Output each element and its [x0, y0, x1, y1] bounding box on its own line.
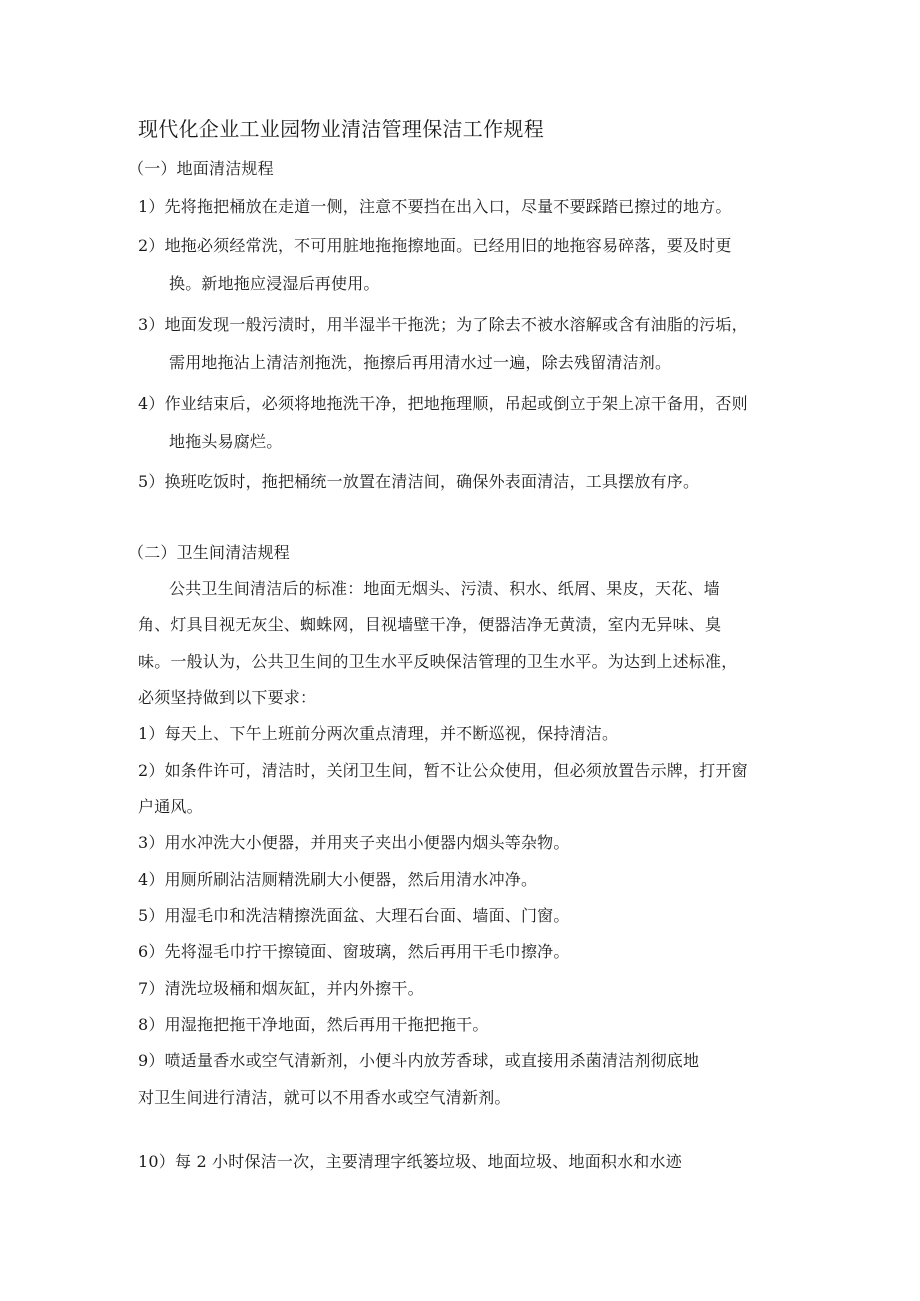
section2-intro-line-1: 公共卫生间清洁后的标准：地面无烟头、污渍、积水、纸屑、果皮，天花、墙 — [169, 579, 720, 598]
section1-item-2-cont: 换。新地拖应浸湿后再使用。 — [169, 274, 380, 293]
section2-intro-line-3: 味。一般认为，公共卫生间的卫生水平反映保洁管理的卫生水平。为达到上述标准， — [138, 652, 738, 671]
section2-item-10: 10）每 2 小时保洁一次，主要清理字纸篓垃圾、地面垃圾、地面积水和水迹 — [138, 1152, 682, 1171]
section1-item-1: 1）先将拖把桶放在走道一侧，注意不要挡在出入口，尽量不要踩踏已擦过的地方。 — [138, 197, 732, 216]
section2-intro-line-4: 必须坚持做到以下要求： — [138, 688, 317, 707]
section2-item-2: 2）如条件许可，清洁时，关闭卫生间，暂不让公众使用，但必须放置告示牌，打开窗 — [138, 761, 748, 780]
section2-item-8: 8）用湿拖把拖干净地面，然后再用干拖把拖干。 — [138, 1015, 489, 1034]
section1-item-4: 4）作业结束后，必须将地拖洗干净，把地拖理顺，吊起或倒立于架上凉干备用，否则 — [138, 394, 748, 413]
section2-item-5: 5）用湿毛巾和洗洁精擦洗面盆、大理石台面、墙面、门窗。 — [138, 906, 570, 925]
section1-item-5: 5）换班吃饭时，拖把桶统一放置在清洁间，确保外表面清洁，工具摆放有序。 — [138, 472, 700, 491]
section2-item-4: 4）用厕所刷沾洁厕精洗刷大小便器，然后用清水冲净。 — [138, 870, 538, 889]
section1-item-3-cont: 需用地拖沾上清洁剂拖洗，拖擦后再用清水过一遍，除去残留清洁剂。 — [169, 353, 672, 372]
document-title: 现代化企业工业园物业清洁管理保洁工作规程 — [138, 117, 544, 141]
section1-item-2: 2）地拖必须经常洗，不可用脏地拖拖擦地面。已经用旧的地拖容易碎落，要及时更 — [138, 236, 732, 255]
section2-item-6: 6）先将湿毛巾拧干擦镜面、窗玻璃，然后再用干毛巾擦净。 — [138, 942, 570, 961]
section2-item-1: 1）每天上、下午上班前分两次重点清理，并不断巡视，保持清洁。 — [138, 724, 619, 743]
section1-heading: （一）地面清洁规程 — [128, 159, 274, 178]
section2-item-9-cont: 对卫生间进行清洁，就可以不用香水或空气清新剂。 — [138, 1088, 511, 1107]
section2-item-3: 3）用水冲洗大小便器，并用夹子夹出小便器内烟头等杂物。 — [138, 833, 570, 852]
section2-intro-line-2: 角、灯具目视无灰尘、蜘蛛网，目视墙壁干净，便器洁净无黄渍，室内无异味、臭 — [138, 615, 722, 634]
section2-heading: （二）卫生间清洁规程 — [128, 543, 291, 562]
section2-item-9: 9）喷适量香水或空气清新剂，小便斗内放芳香球，或直接用杀菌清洁剂彻底地 — [138, 1051, 700, 1070]
section2-item-7: 7）清洗垃圾桶和烟灰缸，并内外擦干。 — [138, 979, 424, 998]
section1-item-4-cont: 地拖头易腐烂。 — [169, 432, 283, 451]
section1-item-3: 3）地面发现一般污渍时，用半湿半干拖洗；为了除去不被水溶解或含有油脂的污垢， — [138, 315, 748, 334]
section2-item-2-cont: 户通风。 — [138, 797, 203, 816]
